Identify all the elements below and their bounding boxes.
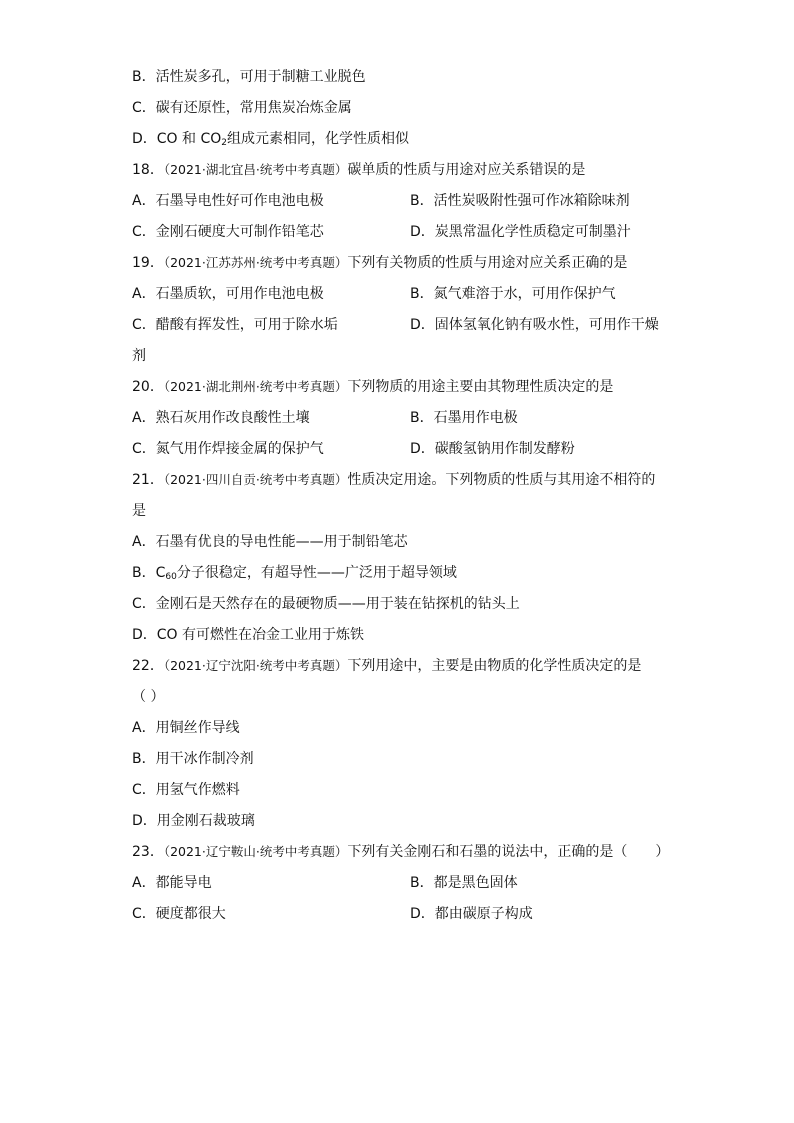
- q22-stem: 22．（2021·辽宁沈阳·统考中考真题）下列用途中，主要是由物质的化学性质决定的是: [132, 658, 642, 674]
- q17-option-b: B．活性炭多孔，可用于制糖工业脱色: [132, 69, 366, 85]
- q17-option-c: C．碳有还原性，常用焦炭冶炼金属: [132, 100, 352, 116]
- q20-option-a: A．熟石灰用作改良酸性土壤: [132, 410, 310, 426]
- q21-stem: 21．（2021·四川自贡·统考中考真题）性质决定用途。下列物质的性质与其用途不相符的: [132, 472, 656, 488]
- q21-option-d: D．CO 有可燃性在冶金工业用于炼铁: [132, 627, 365, 643]
- q20-option-d: D．碳酸氢钠用作制发酵粉: [410, 441, 575, 457]
- q20-option-b: B．石墨用作电极: [410, 410, 518, 426]
- q18-option-a: A．石墨导电性好可作电池电极: [132, 193, 324, 209]
- q22-option-c: C．用氢气作燃料: [132, 782, 240, 798]
- q21-stem-continued: 是: [132, 503, 146, 519]
- q23-option-a: A．都能导电: [132, 875, 212, 891]
- q21-option-c: C．金刚石是天然存在的最硬物质——用于装在钻探机的钻头上: [132, 596, 520, 612]
- q22-option-a: A．用铜丝作导线: [132, 720, 240, 736]
- q22-option-d: D．用金刚石裁玻璃: [132, 813, 255, 829]
- q23-option-c: C．硬度都很大: [132, 906, 226, 922]
- q19-option-c: C．醋酸有挥发性，可用于除水垢: [132, 317, 338, 333]
- q18-option-d: D．炭黑常温化学性质稳定可制墨汁: [410, 224, 631, 240]
- q20-option-c: C．氮气用作焊接金属的保护气: [132, 441, 324, 457]
- q23-option-d: D．都由碳原子构成: [410, 906, 533, 922]
- q19-option-d: D．固体氢氧化钠有吸水性，可用作干燥: [410, 317, 659, 333]
- q19-option-a: A．石墨质软，可用作电池电极: [132, 286, 324, 302]
- q20-stem: 20．（2021·湖北荆州·统考中考真题）下列物质的用途主要由其物理性质决定的是: [132, 379, 614, 395]
- q18-stem: 18．（2021·湖北宜昌·统考中考真题）碳单质的性质与用途对应关系错误的是: [132, 162, 586, 178]
- q17-option-d: D．CO 和 $CO_2$组成元素相同，化学性质相似: [132, 131, 410, 148]
- q18-option-b: B．活性炭吸附性强可作冰箱除味剂: [410, 193, 630, 209]
- q23-option-b: B．都是黑色固体: [410, 875, 518, 891]
- q19-option-d-continued: 剂: [132, 348, 146, 364]
- q18-option-c: C．金刚石硬度大可制作铅笔芯: [132, 224, 324, 240]
- q22-option-b: B．用干冰作制冷剂: [132, 751, 254, 767]
- q19-stem: 19．（2021·江苏苏州·统考中考真题）下列有关物质的性质与用途对应关系正确的是: [132, 255, 628, 271]
- q21-option-a: A．石墨有优良的导电性能——用于制铅笔芯: [132, 534, 408, 550]
- q22-stem-continued: （ ）: [132, 689, 165, 705]
- q19-option-b: B．氮气难溶于水，可用作保护气: [410, 286, 616, 302]
- q21-option-b: B．$C_{60}$分子很稳定，有超导性——广泛用于超导领域: [132, 565, 457, 582]
- q23-stem: 23．（2021·辽宁鞍山·统考中考真题）下列有关金刚石和石墨的说法中，正确的是（ ）: [132, 844, 670, 860]
